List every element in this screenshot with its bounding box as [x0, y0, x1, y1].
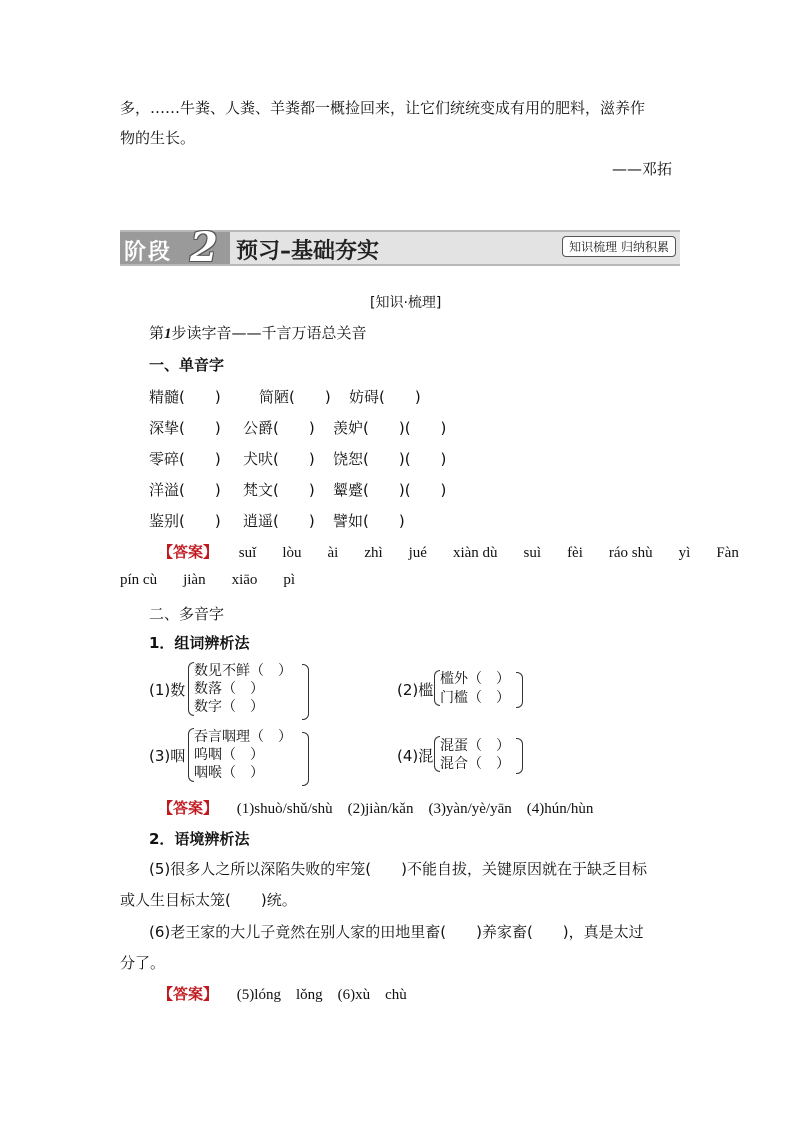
step1-prefix: 第	[149, 324, 165, 342]
char-item: 妨碍( )	[349, 388, 421, 406]
part2-heading: 二、多音字	[149, 605, 225, 623]
answer-block-3	[158, 983, 407, 1004]
method2-heading: 2．语境辨析法	[149, 830, 250, 848]
method1-heading: 1．组词辨析法	[149, 634, 250, 652]
group-label: (3)咽	[149, 747, 186, 765]
intro-line-1: 多，……牛粪、人粪、羊粪都一概捡回来，让它们统统变成有用的肥料，滋养作	[120, 99, 646, 117]
answer-text: (5)lóng lǒng (6)xù chù	[236, 987, 407, 1003]
group-item: 混蛋（ ）	[440, 738, 510, 754]
char-item: 简陋( )	[259, 388, 331, 406]
char-item: 颦蹙( )( )	[333, 481, 447, 499]
answer-block-2	[158, 797, 593, 818]
char-item: 譬如( )	[333, 512, 405, 530]
stage-badge	[120, 224, 230, 271]
step1-number: 1	[164, 326, 172, 342]
char-item: 零碎( )	[149, 450, 221, 468]
char-item: 梵文( )	[243, 481, 315, 499]
char-item: 洋溢( )	[149, 481, 221, 499]
answer-block-1	[158, 541, 739, 562]
right-brace	[516, 738, 523, 774]
char-item: 公爵( )	[243, 419, 315, 437]
answer-label: 【答案】	[158, 985, 219, 1003]
stage-title: 预习–基础夯实	[236, 239, 380, 264]
section-label: [知识·梳理]	[370, 295, 442, 311]
answer-pinyin-line2: pín cù jiàn xiāo pì	[120, 572, 296, 588]
group-item: 咽喉（ ）	[194, 765, 264, 781]
right-brace	[302, 732, 309, 786]
answer-label: 【答案】	[158, 543, 219, 561]
char-item: 犬吠( )	[243, 450, 315, 468]
group-item: 呜咽（ ）	[194, 747, 264, 763]
right-brace	[302, 664, 309, 720]
char-item: 深挚( )	[149, 419, 221, 437]
stage-tag: 知识梳理 归纳积累	[562, 236, 676, 257]
group-label: (1)数	[149, 681, 186, 699]
group-item: 门槛（ ）	[440, 690, 510, 706]
right-brace	[516, 672, 523, 708]
question-5-line1: (5)很多人之所以深陷失败的牢笼( )不能自拔，关键原因就在于缺乏目标	[149, 860, 647, 878]
group-label: (2)槛	[397, 681, 434, 699]
char-item: 精髓( )	[149, 388, 221, 406]
question-6-line2: 分了。	[120, 954, 166, 972]
stage-banner	[120, 224, 680, 271]
group-item: 吞言咽理（ ）	[194, 729, 292, 745]
question-6-line1: (6)老王家的大儿子竟然在别人家的田地里畜( )养家畜( )，真是太过	[149, 923, 644, 941]
intro-line-2: 物的生长。	[120, 129, 196, 147]
group-label: (4)混	[397, 747, 434, 765]
char-item: 羡妒( )( )	[333, 419, 447, 437]
group-item: 数字（ ）	[194, 699, 264, 715]
answer-pinyin-line1: suǐ lòu ài zhì jué xiàn dù suì fèi ráo shù yì Fàn	[238, 545, 739, 561]
char-item: 鉴别( )	[149, 512, 221, 530]
stage-label: 阶段	[124, 240, 173, 265]
group-item: 槛外（ ）	[440, 671, 510, 687]
char-item: 逍遥( )	[243, 512, 315, 530]
part1-heading: 一、单音字	[149, 356, 225, 374]
group-item: 数见不鲜（ ）	[194, 663, 292, 679]
intro-author: ——邓拓	[612, 160, 673, 178]
group-item: 混合（ ）	[440, 756, 510, 772]
question-5-line2: 或人生目标太笼( )统。	[120, 891, 297, 909]
group-item: 数落（ ）	[194, 681, 264, 697]
step1-rest: 步读字音——千言万语总关音	[171, 324, 367, 342]
answer-label: 【答案】	[158, 799, 219, 817]
stage-number: 2	[190, 224, 218, 271]
step1-heading	[149, 322, 367, 343]
answer-text: (1)shuò/shǔ/shù (2)jiàn/kǎn (3)yàn/yè/yān (4)hún/hùn	[236, 801, 594, 817]
char-item: 饶恕( )( )	[333, 450, 447, 468]
